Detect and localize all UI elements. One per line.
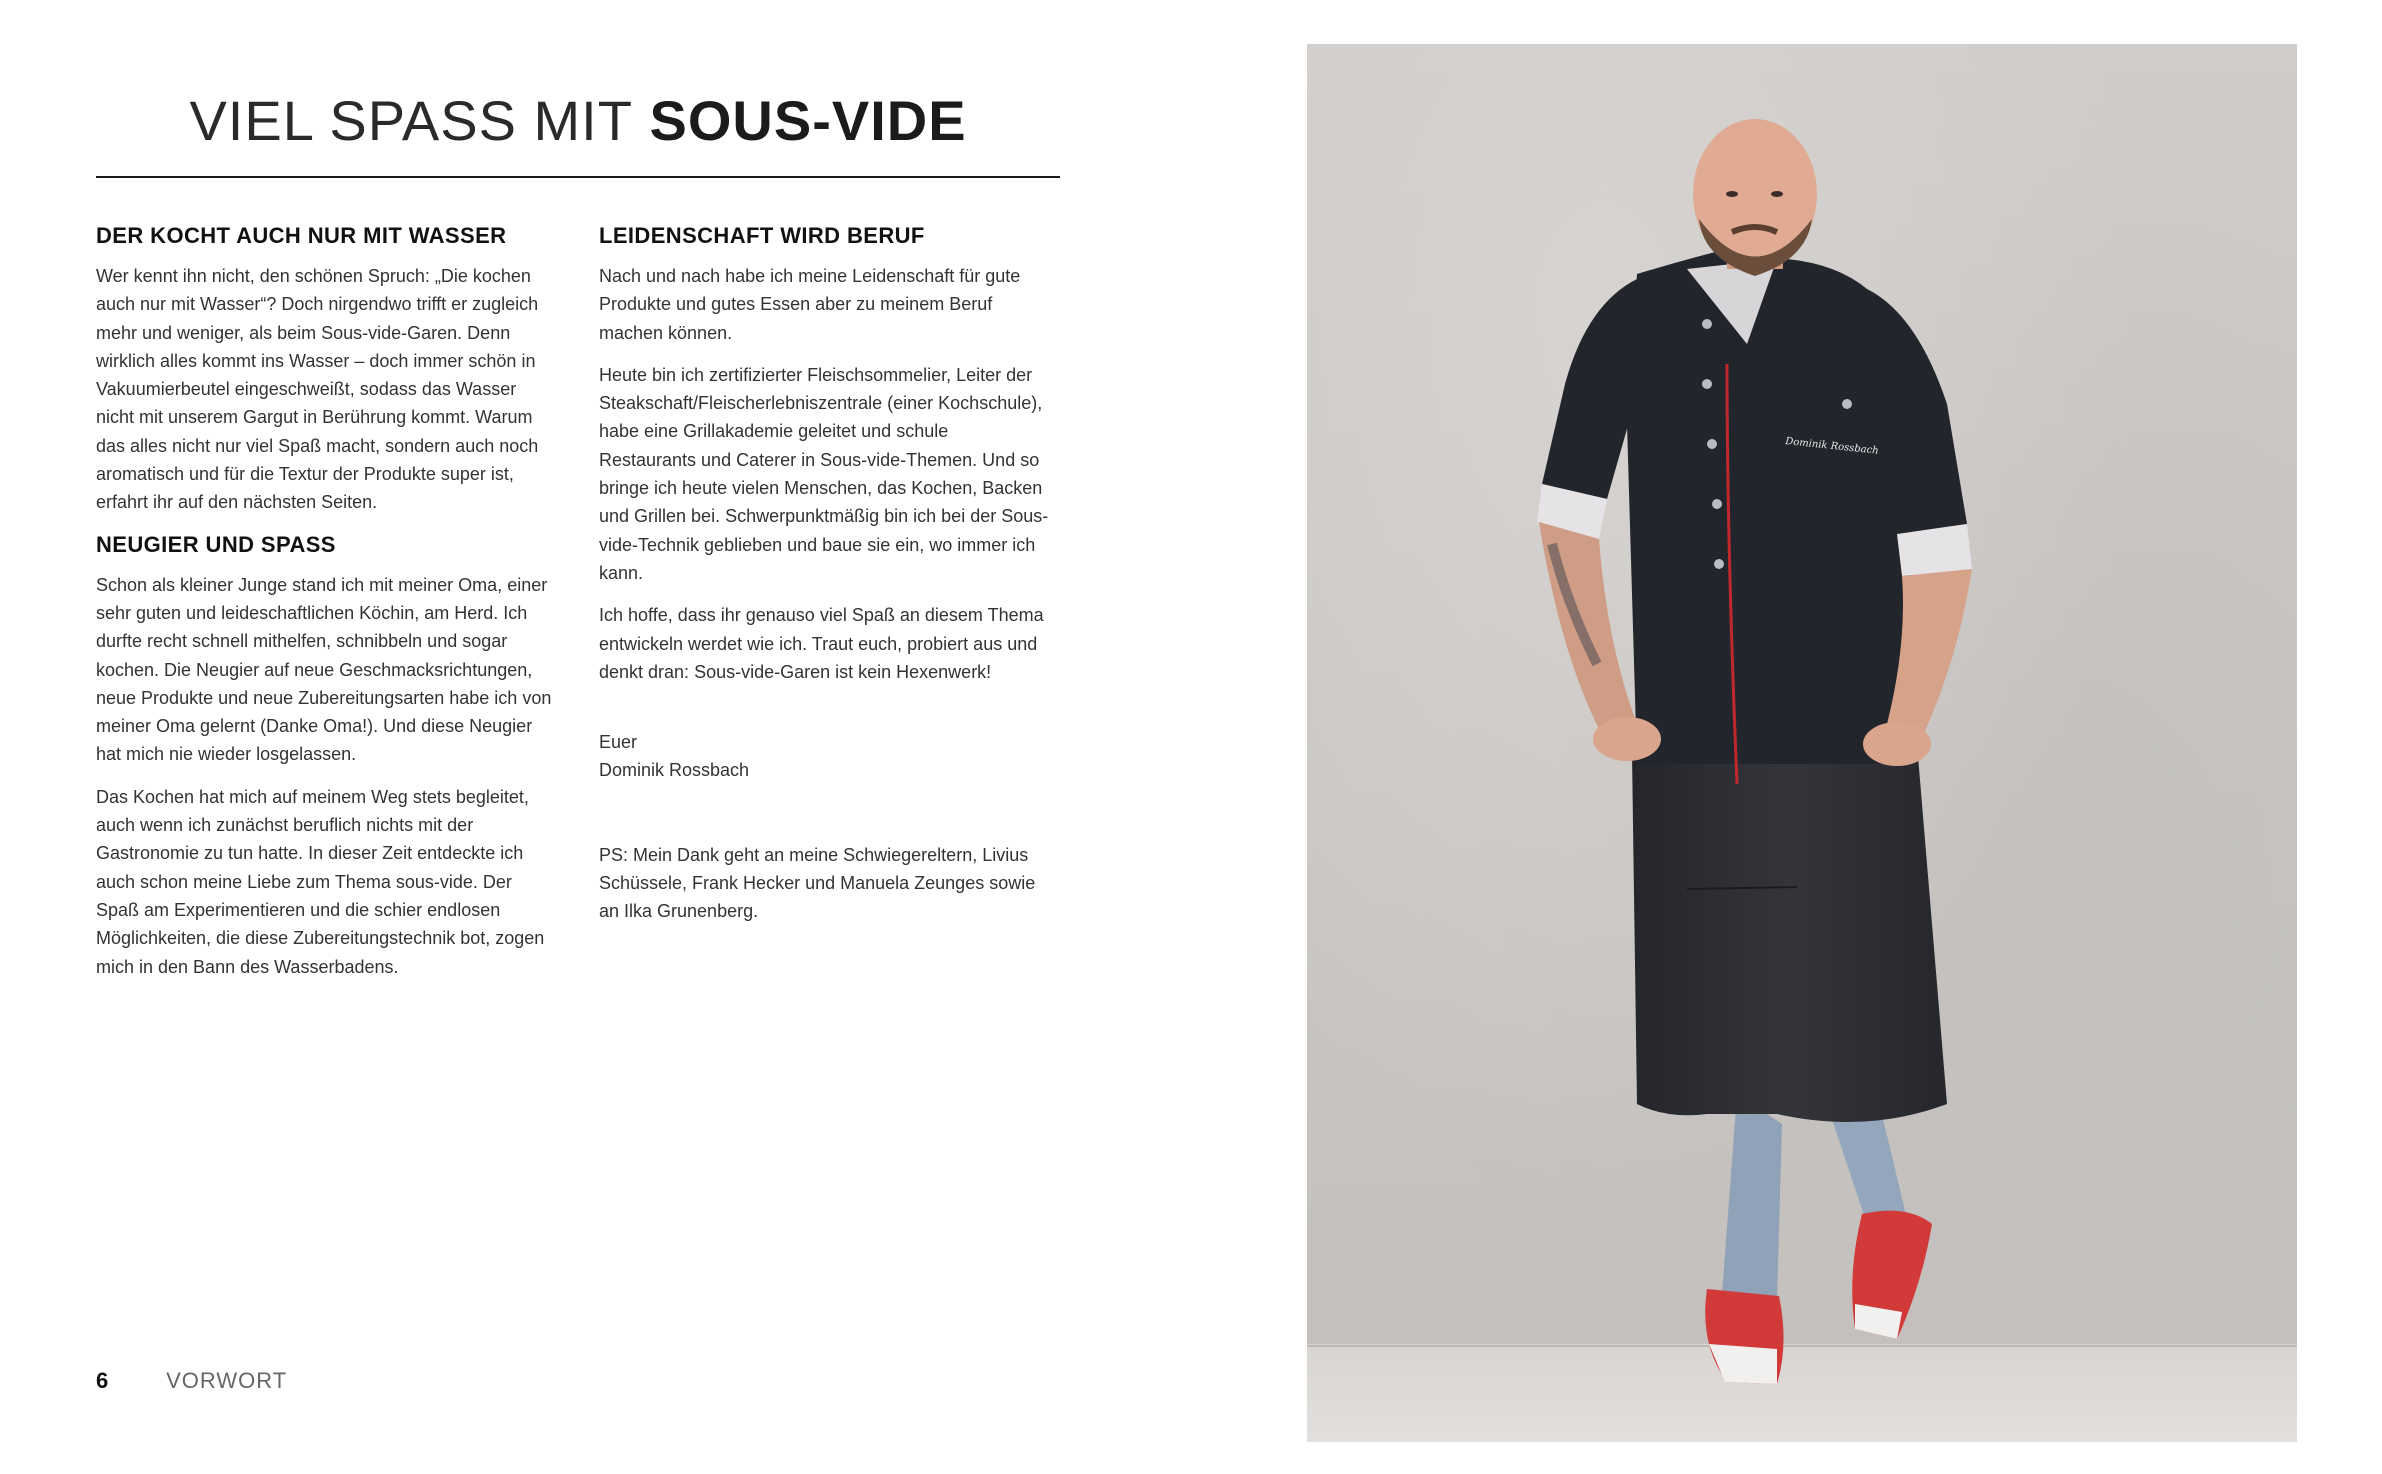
- page-number: 6: [96, 1368, 109, 1393]
- chef-figure: [1307, 44, 2297, 1442]
- signoff-greeting: Euer: [599, 732, 638, 753]
- left-hand: [1593, 717, 1661, 761]
- apron: [1632, 744, 1947, 1122]
- right-column: [599, 222, 1049, 940]
- paragraph: Schon als kleiner Junge stand ich mit meiner Oma, einer sehr guten und leideschaftlichen Köchin, am Herd. Ich durfte recht schnell mithelfen, schnibbeln und sogar kochen. Die Neugier auf neue Geschmacksrichtungen, neue Produkte und neue Zubereitungsarten habe ich von meiner Oma gelernt (Danke Oma!). Und diese Neugier hat mich nie wieder losgelassen.: [96, 574, 552, 765]
- title-rule: [96, 176, 1060, 178]
- floor: [1307, 1344, 2297, 1442]
- right-hand: [1863, 722, 1931, 766]
- paragraph: Wer kennt ihn nicht, den schönen Spruch: „Die kochen auch nur mit Wasser“? Doch nirgendwo trifft er zugleich mehr und weniger, als beim Sous-vide-Garen. Denn wirklich alles kommt ins Wasser – doch immer schön in Vakuumierbeutel eingeschweißt, sodass das Wasser nicht mit unserem Gargut in Berührung kommt. Warum das alles nicht nur viel Spaß macht, sondern auch noch aromatisch und für die Textur der Produkte super ist, erfahrt ihr auf den nächsten Seiten.: [96, 266, 539, 513]
- left-column: [96, 222, 556, 995]
- spacer: [599, 785, 1049, 841]
- section-label: VORWORT: [166, 1368, 288, 1393]
- chef-portrait-photo: [1307, 44, 2297, 1442]
- section-heading-wasser: DER KOCHT AUCH NUR MIT WASSER: [96, 223, 507, 248]
- paragraph: Nach und nach habe ich meine Leidenschaft für gute Produkte und gutes Essen aber zu meinem Beruf machen können.: [599, 266, 1021, 343]
- left-sleeve: [1542, 279, 1637, 499]
- page-title-bold: SOUS-VIDE: [649, 89, 967, 152]
- paragraph: Ich hoffe, dass ihr genauso viel Spaß an diesem Thema entwickeln werdet wie ich. Traut euch, probiert aus und denkt dran: Sous-vide-Garen ist kein Hexenwerk!: [599, 605, 1044, 682]
- page-title-light: VIEL SPASS MIT: [189, 89, 633, 152]
- paragraph: Heute bin ich zertifizierter Fleischsommelier, Leiter der Steakschaft/Fleischerlebniszentrale (einer Kochschule), habe eine Grillakademie geleitet und schule Restaurants und Caterer in Sous-vide-Themen. Und so bringe ich heute vielen Menschen, das Kochen, Backen und Grillen bei. Schwerpunktmäßig bin ich bei der Sous-vide-Technik geblieben und baue sie ein, wo immer ich kann.: [599, 364, 1049, 583]
- section-heading-neugier: NEUGIER UND SPASS: [96, 531, 336, 557]
- spacer: [599, 700, 1049, 728]
- section-heading-beruf: LEIDENSCHAFT WIRD BERUF: [599, 223, 925, 248]
- jeans: [1722, 1094, 1782, 1299]
- page-title: [96, 88, 1060, 153]
- ps-note: PS: Mein Dank geht an meine Schwiegereltern, Livius Schüssele, Frank Hecker und Manuela Zeunges sowie an Ilka Grunenberg.: [599, 844, 1036, 922]
- embroidery-text: Dominik Rossbach: [1784, 436, 1880, 457]
- paragraph: Das Kochen hat mich auf meinem Weg stets begleitet, auch wenn ich zunächst beruflich nichts mit der Gastronomie zu tun hatte. In dieser Zeit entdeckte ich auch schon meine Liebe zum Thema sous-vide. Der Spaß am Experimentieren und die schier endlosen Möglichkeiten, die diese Zubereitungstechnik bot, zogen mich in den Bann des Wasserbadens.: [96, 786, 545, 977]
- signoff-name: Dominik Rossbach: [599, 760, 750, 781]
- page-footer: [96, 1368, 287, 1394]
